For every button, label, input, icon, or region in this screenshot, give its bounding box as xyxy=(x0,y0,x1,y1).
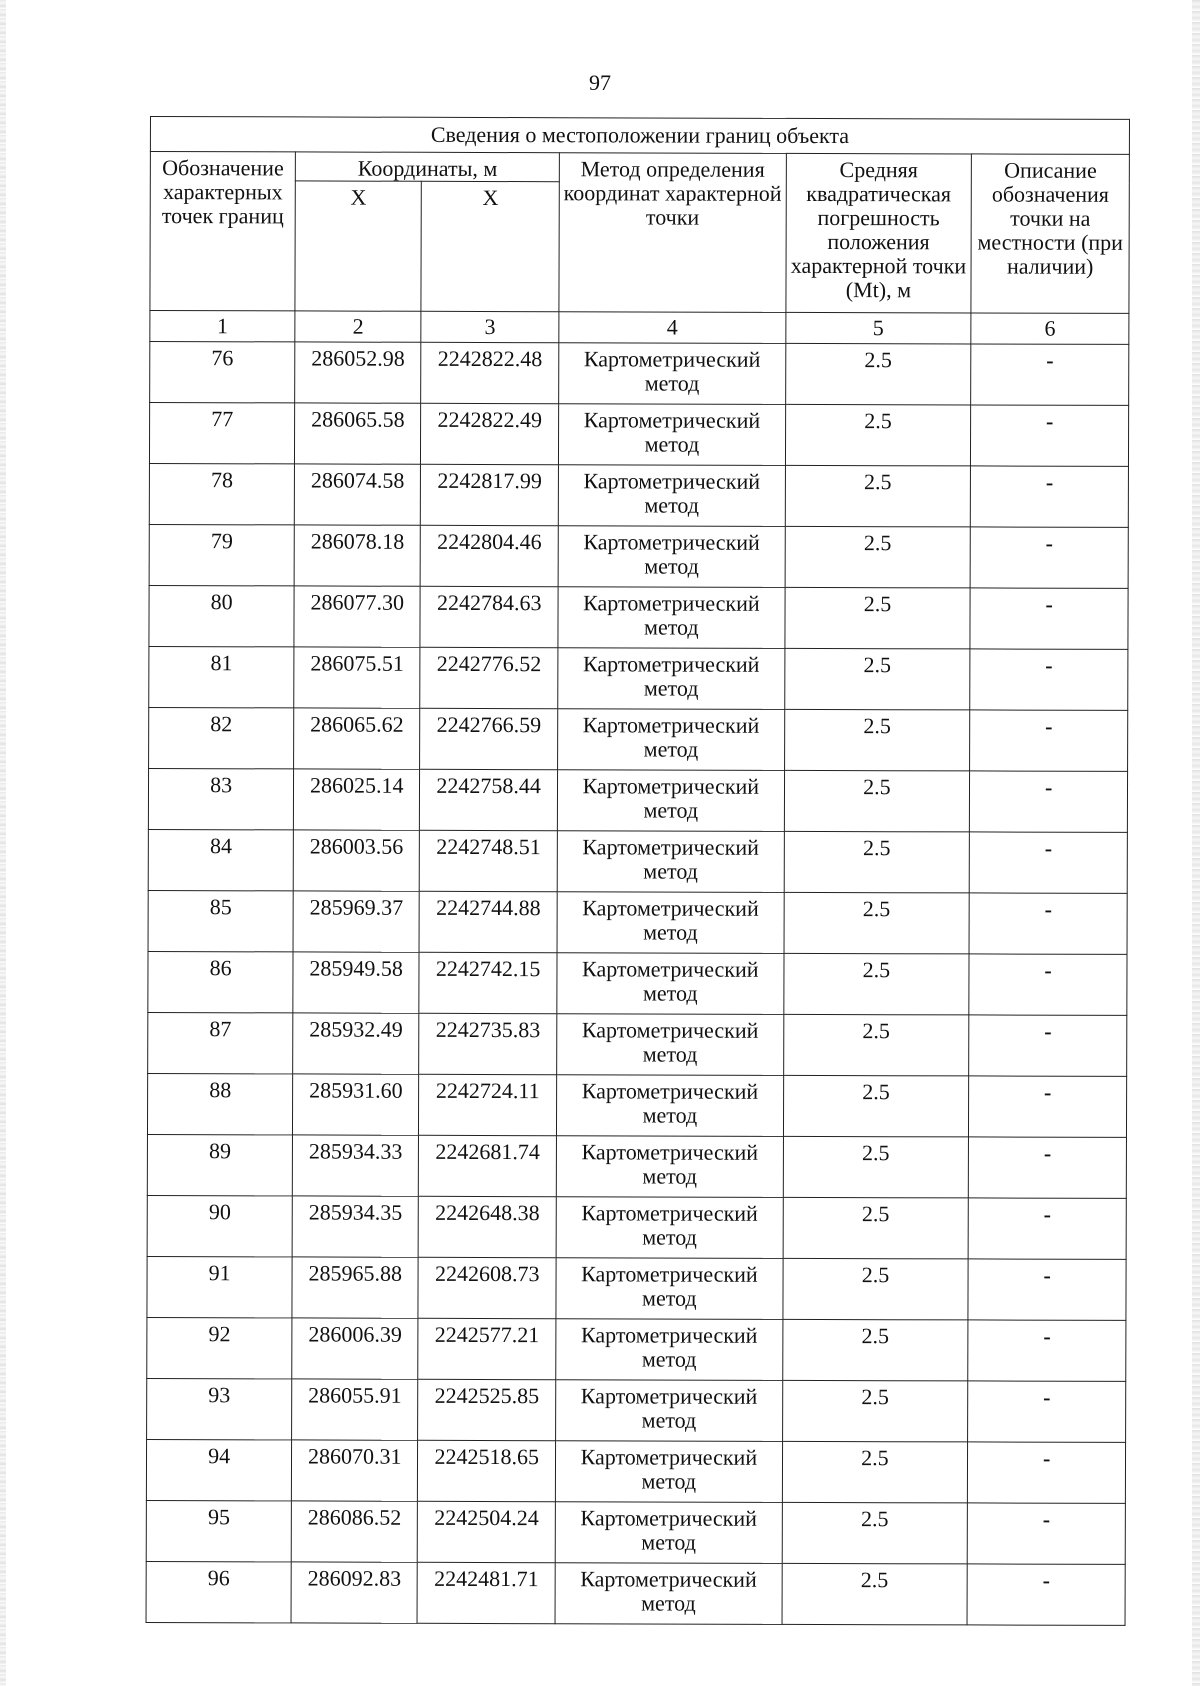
method-cell: Картометрический метод xyxy=(557,1014,784,1076)
table-row xyxy=(149,463,1128,527)
point-id-cell: 77 xyxy=(149,403,294,464)
table-row xyxy=(150,342,1129,406)
method-cell: Картометрический метод xyxy=(557,831,784,893)
description-cell: - xyxy=(970,710,1128,771)
point-id-cell: 81 xyxy=(149,646,294,707)
method-cell: Картометрический метод xyxy=(558,587,785,649)
table-row xyxy=(148,768,1127,832)
mean-error-cell: 2.5 xyxy=(783,1136,969,1198)
mean-error-cell: 2.5 xyxy=(784,770,970,832)
coordinate-y-cell: 2242525.85 xyxy=(418,1379,556,1440)
coordinate-x-cell: 285931.60 xyxy=(293,1074,419,1135)
method-cell: Картометрический метод xyxy=(558,709,785,771)
coordinate-x-cell: 285949.58 xyxy=(293,952,419,1013)
coordinate-x-cell: 286086.52 xyxy=(291,1501,417,1562)
coordinate-y-cell: 2242577.21 xyxy=(418,1318,556,1379)
mean-error-cell: 2.5 xyxy=(782,1319,968,1381)
method-cell: Картометрический метод xyxy=(556,1380,783,1442)
coordinate-x-cell: 286070.31 xyxy=(292,1440,418,1501)
point-id-cell: 87 xyxy=(148,1012,293,1073)
mean-error-cell: 2.5 xyxy=(785,343,971,405)
description-cell: - xyxy=(971,405,1129,466)
description-cell: - xyxy=(969,954,1127,1015)
point-id-cell: 86 xyxy=(148,951,293,1012)
column-number-1: 1 xyxy=(150,311,295,342)
mean-error-cell: 2.5 xyxy=(785,465,971,527)
table-row xyxy=(146,1561,1125,1625)
coordinate-x-cell: 286003.56 xyxy=(293,830,419,891)
table-row xyxy=(147,1378,1126,1442)
table-row xyxy=(147,1195,1126,1259)
point-id-cell: 88 xyxy=(147,1073,292,1134)
coordinate-y-cell: 2242822.48 xyxy=(421,342,559,403)
mean-error-cell: 2.5 xyxy=(782,1258,968,1320)
scan-edge-left xyxy=(0,0,6,1686)
description-cell: - xyxy=(970,649,1128,710)
description-cell: - xyxy=(971,344,1129,405)
header-x-first: X xyxy=(295,181,421,311)
table-row xyxy=(149,707,1128,771)
description-cell: - xyxy=(969,893,1127,954)
table-title-row xyxy=(150,117,1129,155)
description-cell: - xyxy=(968,1442,1126,1503)
boundary-coordinates-table xyxy=(146,116,1130,1626)
point-id-cell: 80 xyxy=(149,585,294,646)
method-cell: Картометрический метод xyxy=(556,1441,783,1503)
coordinate-x-cell: 286078.18 xyxy=(294,525,420,586)
point-id-cell: 85 xyxy=(148,890,293,951)
mean-error-cell: 2.5 xyxy=(782,1380,968,1442)
table-row xyxy=(148,1012,1127,1076)
mean-error-cell: 2.5 xyxy=(785,526,971,588)
table-row xyxy=(147,1073,1126,1137)
method-cell: Картометрический метод xyxy=(555,1502,782,1564)
table-row xyxy=(146,1500,1125,1564)
coordinate-y-cell: 2242742.15 xyxy=(419,952,557,1013)
coordinate-x-cell: 286092.83 xyxy=(291,1562,417,1623)
method-cell: Картометрический метод xyxy=(558,465,785,527)
coordinate-y-cell: 2242481.71 xyxy=(417,1562,555,1623)
coordinate-y-cell: 2242766.59 xyxy=(420,708,558,769)
mean-error-cell: 2.5 xyxy=(784,648,970,710)
mean-error-cell: 2.5 xyxy=(784,892,970,954)
table-row xyxy=(149,403,1128,467)
coordinate-x-cell: 285934.35 xyxy=(292,1196,418,1257)
description-cell: - xyxy=(968,1259,1126,1320)
mean-error-cell: 2.5 xyxy=(784,587,970,649)
point-id-cell: 76 xyxy=(150,342,295,403)
method-cell: Картометрический метод xyxy=(555,1563,782,1625)
description-cell: - xyxy=(970,527,1128,588)
coordinate-x-cell: 285934.33 xyxy=(293,1135,419,1196)
table-row xyxy=(147,1317,1126,1381)
column-number-3: 3 xyxy=(421,311,559,342)
method-cell: Картометрический метод xyxy=(556,1319,783,1381)
mean-error-cell: 2.5 xyxy=(782,1502,968,1564)
table-title: Сведения о местоположении границ объекта xyxy=(150,117,1129,155)
table-row xyxy=(148,829,1127,893)
method-cell: Картометрический метод xyxy=(556,1258,783,1320)
coordinate-y-cell: 2242681.74 xyxy=(419,1135,557,1196)
coordinate-y-cell: 2242784.63 xyxy=(420,586,558,647)
description-cell: - xyxy=(971,466,1129,527)
coordinate-y-cell: 2242748.51 xyxy=(419,830,557,891)
coordinate-x-cell: 285932.49 xyxy=(293,1013,419,1074)
point-id-cell: 89 xyxy=(147,1134,292,1195)
column-number-2: 2 xyxy=(295,311,421,342)
table-row xyxy=(148,951,1127,1015)
header-coordinates: Координаты, м xyxy=(296,152,560,182)
method-cell: Картометрический метод xyxy=(557,953,784,1015)
coordinate-x-cell: 286052.98 xyxy=(295,342,421,403)
table-row xyxy=(149,585,1128,649)
coordinate-x-cell: 286065.62 xyxy=(294,708,420,769)
description-cell: - xyxy=(969,832,1127,893)
method-cell: Картометрический метод xyxy=(557,1075,784,1137)
scan-edge-right xyxy=(1192,0,1200,1686)
method-cell: Картометрический метод xyxy=(557,892,784,954)
header-mean-error: Средняя квадратическая погрешность положения характерной точки (Mt), м xyxy=(785,153,971,313)
point-id-cell: 83 xyxy=(148,768,293,829)
method-cell: Картометрический метод xyxy=(559,343,786,405)
mean-error-cell: 2.5 xyxy=(784,709,970,771)
mean-error-cell: 2.5 xyxy=(785,404,971,466)
point-id-cell: 96 xyxy=(146,1561,291,1622)
coordinate-y-cell: 2242804.46 xyxy=(420,525,558,586)
point-id-cell: 82 xyxy=(149,707,294,768)
method-cell: Картометрический метод xyxy=(556,1197,783,1259)
description-cell: - xyxy=(969,1137,1127,1198)
mean-error-cell: 2.5 xyxy=(783,1075,969,1137)
coordinate-x-cell: 285965.88 xyxy=(292,1257,418,1318)
point-id-cell: 95 xyxy=(146,1500,291,1561)
column-number-5: 5 xyxy=(785,312,971,344)
description-cell: - xyxy=(969,1015,1127,1076)
point-id-cell: 92 xyxy=(147,1317,292,1378)
table-row xyxy=(148,890,1127,954)
coordinate-x-cell: 286065.58 xyxy=(295,403,421,464)
header-x-second: X xyxy=(421,181,559,311)
mean-error-cell: 2.5 xyxy=(782,1563,968,1625)
method-cell: Картометрический метод xyxy=(556,1136,783,1198)
method-cell: Картометрический метод xyxy=(558,648,785,710)
point-id-cell: 93 xyxy=(147,1378,292,1439)
coordinate-x-cell: 286074.58 xyxy=(295,464,421,525)
point-id-cell: 94 xyxy=(146,1439,291,1500)
coordinate-x-cell: 286077.30 xyxy=(294,586,420,647)
mean-error-cell: 2.5 xyxy=(784,831,970,893)
point-id-cell: 78 xyxy=(149,463,294,524)
method-cell: Картометрический метод xyxy=(558,770,785,832)
description-cell: - xyxy=(970,588,1128,649)
description-cell: - xyxy=(967,1564,1125,1625)
description-cell: - xyxy=(968,1381,1126,1442)
coordinate-x-cell: 285969.37 xyxy=(293,891,419,952)
coordinate-y-cell: 2242504.24 xyxy=(417,1501,555,1562)
header-row-1 xyxy=(150,152,1129,184)
point-id-cell: 90 xyxy=(147,1195,292,1256)
coordinate-y-cell: 2242817.99 xyxy=(421,464,559,525)
header-point-designation: Обозначение характерных точек границ xyxy=(150,152,296,311)
description-cell: - xyxy=(968,1198,1126,1259)
mean-error-cell: 2.5 xyxy=(783,953,969,1015)
point-id-cell: 91 xyxy=(147,1256,292,1317)
point-id-cell: 84 xyxy=(148,829,293,890)
coordinate-y-cell: 2242776.52 xyxy=(420,647,558,708)
coordinate-y-cell: 2242744.88 xyxy=(419,891,557,952)
coordinate-y-cell: 2242758.44 xyxy=(420,769,558,830)
coordinate-y-cell: 2242608.73 xyxy=(418,1257,556,1318)
description-cell: - xyxy=(968,1320,1126,1381)
coordinate-x-cell: 286075.51 xyxy=(294,647,420,708)
point-id-cell: 79 xyxy=(149,524,294,585)
table-row xyxy=(146,1439,1125,1503)
description-cell: - xyxy=(967,1503,1125,1564)
column-number-4: 4 xyxy=(559,312,785,344)
column-number-row xyxy=(150,311,1129,345)
coordinate-x-cell: 286006.39 xyxy=(292,1318,418,1379)
description-cell: - xyxy=(970,771,1128,832)
method-cell: Картометрический метод xyxy=(559,404,786,466)
coordinate-y-cell: 2242518.65 xyxy=(418,1440,556,1501)
method-cell: Картометрический метод xyxy=(558,526,785,588)
table-row xyxy=(149,524,1128,588)
coordinate-y-cell: 2242822.49 xyxy=(421,403,559,464)
mean-error-cell: 2.5 xyxy=(783,1014,969,1076)
page-number: 97 xyxy=(589,70,611,95)
table-row xyxy=(147,1134,1126,1198)
table-body xyxy=(146,117,1129,1626)
table-row xyxy=(147,1256,1126,1320)
coordinate-y-cell: 2242724.11 xyxy=(419,1074,557,1135)
header-description: Описание обозначения точки на местности (при наличии) xyxy=(971,154,1129,313)
table-row xyxy=(149,646,1128,710)
description-cell: - xyxy=(969,1076,1127,1137)
coordinate-x-cell: 286025.14 xyxy=(294,769,420,830)
mean-error-cell: 2.5 xyxy=(782,1441,968,1503)
header-method: Метод определения координат характерной точки xyxy=(559,153,786,313)
column-number-6: 6 xyxy=(971,313,1129,344)
coordinate-y-cell: 2242648.38 xyxy=(418,1196,556,1257)
coordinate-x-cell: 286055.91 xyxy=(292,1379,418,1440)
mean-error-cell: 2.5 xyxy=(783,1197,969,1259)
coordinate-y-cell: 2242735.83 xyxy=(419,1013,557,1074)
